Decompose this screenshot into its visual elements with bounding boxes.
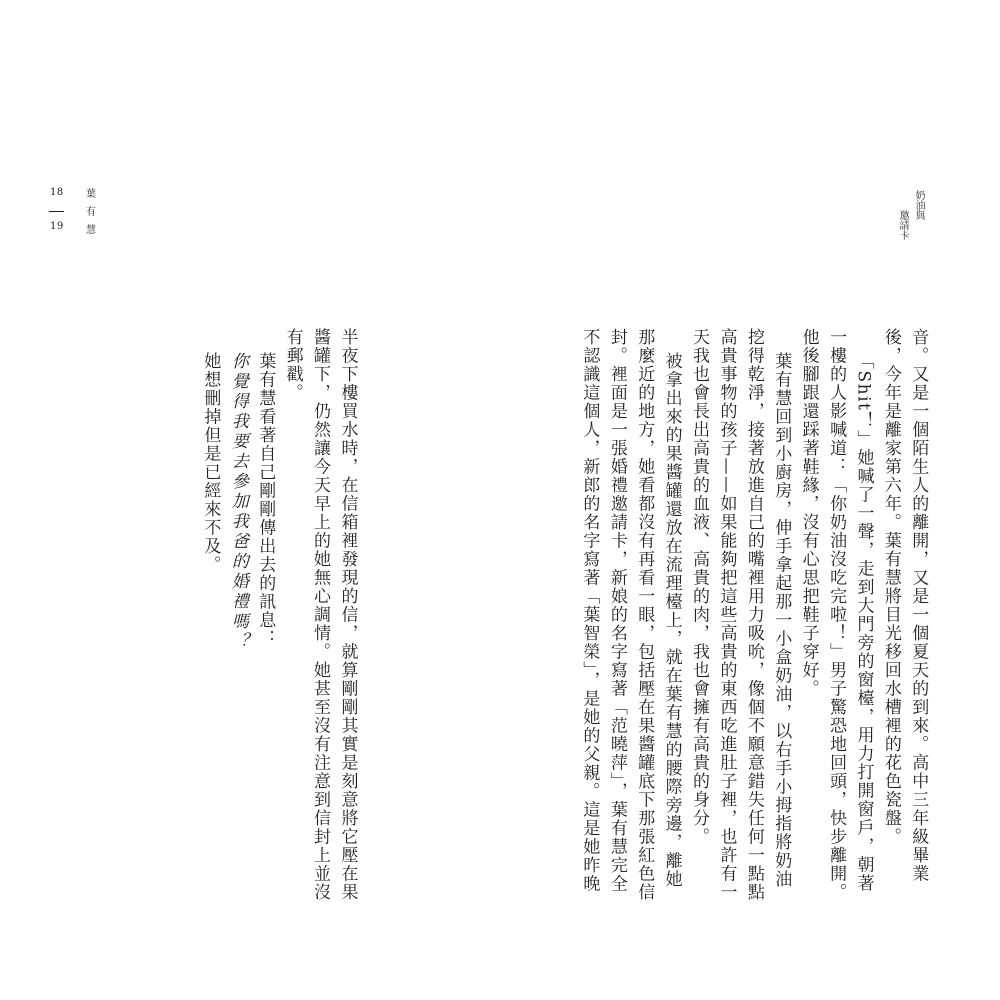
text-column: 半夜下樓買水時，在信箱裡發現的信，就算剛剛其實是刻意將它壓在果	[337, 328, 358, 902]
text-column: 音。又是一個陌生人的離開，又是一個夏天的到來。高中三年級畢業	[908, 328, 929, 883]
text-column: 「Shit！」她喊了一聲，走到大門旁的窗檯，用力打開窗戶，朝著	[853, 352, 874, 893]
chapter-title-line-2: 邀請卡	[897, 210, 908, 240]
left-page-body	[196, 328, 360, 902]
text-column: 葉有慧回到小廚房，伸手拿起那一小盒奶油，以右手小拇指將奶油	[771, 352, 792, 889]
text-column: 醬罐下，仍然讓今天早上的她無心調情。她甚至沒有注意到信封上並沒	[310, 328, 331, 902]
text-column: 一樓的人影喊道：「你奶油沒吃完啦！」男子驚恐地回頭，快步離開。	[826, 328, 847, 902]
page-number-right: 19	[50, 221, 64, 232]
text-column: 封。裡面是一張婚禮邀請卡，新娘的名字寫著「范曉萍」，葉有慧完全	[606, 328, 627, 893]
page-number-left: 18	[50, 187, 64, 198]
text-column: 那麼近的地方，她看都沒有再看一眼，包括壓在果醬罐底下那張紅色信	[634, 328, 655, 902]
author-name	[84, 190, 98, 236]
text-column: 挖得乾淨，接著放進自己的嘴裡用力吸吮，像個不願意錯失任何一點點	[743, 328, 764, 902]
chapter-title-line-1: 奶油與	[913, 190, 924, 220]
text-message-quote: 你覺得我要去參加我爸的婚禮嗎？	[227, 352, 248, 652]
author-char: 有	[86, 207, 96, 218]
text-column: 被拿出來的果醬罐還放在流理檯上，就在葉有慧的腰際旁邊，離她	[661, 352, 682, 889]
author-char: 慧	[86, 225, 96, 236]
text-column: 高貴事物的孩子——如果能夠把這些高貴的東西吃進肚子裡，也許有一	[716, 328, 737, 902]
text-column: 他後腳跟還踩著鞋緣，沒有心思把鞋子穿好。	[798, 328, 819, 698]
text-column: 後，今年是離家第六年。葉有慧將目光移回水槽裡的花色瓷盤。	[880, 328, 901, 846]
text-column: 葉有慧看著自己剛剛傳出去的訊息：	[255, 352, 276, 648]
text-column: 她想刪掉但是已經來不及。	[200, 352, 221, 574]
text-column: 有郵戳。	[282, 328, 303, 402]
text-column: 不認識這個人，新郎的名字寫著「葉智榮」，是她的父親。這是她昨晚	[579, 328, 600, 893]
text-column: 天我也會長出高貴的血液、高貴的肉，我也會擁有高貴的身分。	[689, 328, 710, 846]
right-page-body	[575, 328, 931, 902]
author-char: 葉	[86, 189, 96, 200]
page-number-divider	[49, 211, 64, 212]
